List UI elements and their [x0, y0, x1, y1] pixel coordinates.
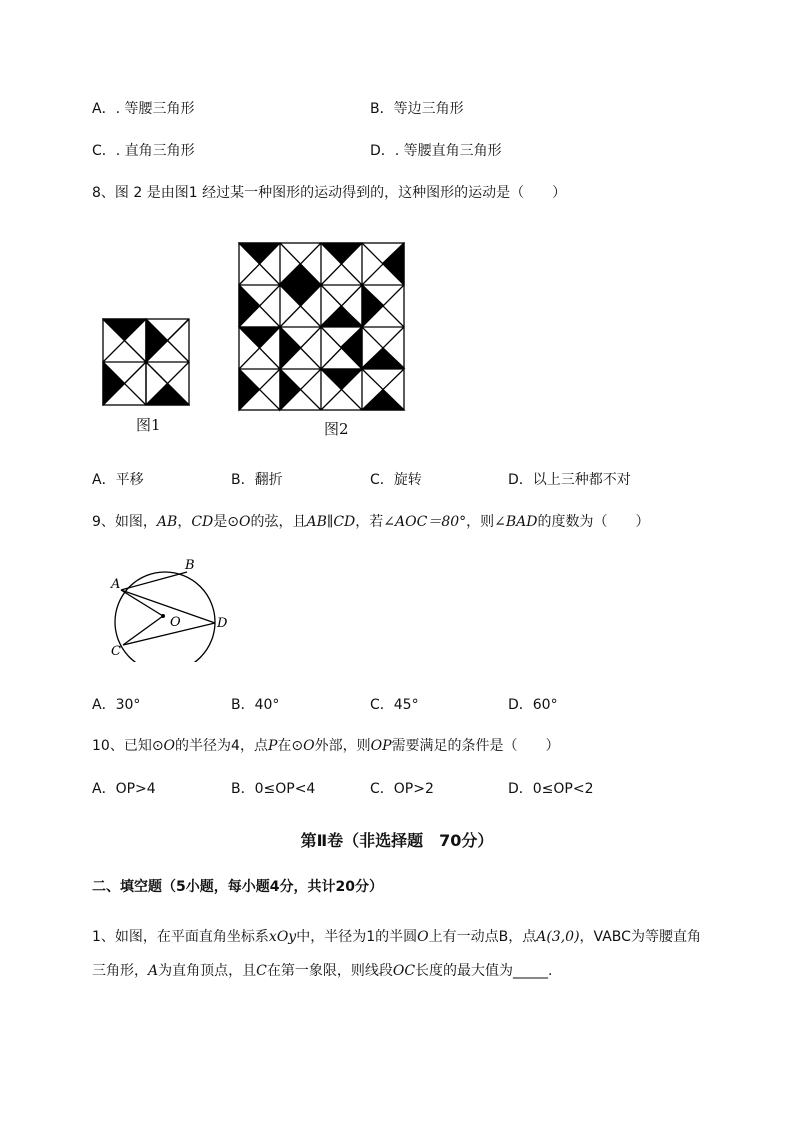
fig1-triangle: [103, 362, 124, 405]
fig2-triangle: [362, 348, 404, 368]
label-o: O: [170, 615, 181, 630]
q8-figure-2: [238, 242, 406, 412]
fig2-triangle: [239, 243, 279, 263]
fig2-triangle: [362, 390, 404, 410]
fig2-triangle: [341, 327, 362, 368]
q9-option-b: B．40°: [231, 697, 280, 713]
q10-stem: 10、已知⊙O的半径为4，点P在⊙O外部，则OP需要满足的条件是（ ）: [92, 738, 560, 754]
q8-fig1-caption: 图1: [136, 416, 161, 434]
chord-cd: [123, 623, 215, 645]
label-a: A: [111, 577, 121, 592]
fig2-triangle: [321, 243, 362, 263]
fig2-triangle: [239, 285, 259, 326]
q8-option-a: A．平移: [92, 472, 144, 488]
fig1-triangle: [103, 319, 145, 340]
circle-o: [115, 572, 215, 662]
fig1-triangle: [146, 384, 189, 405]
fill1-line-1: 1、如图，在平面直角坐标系xOy中，半径为1的半圆O上有一动点B，点A(3,0)，VABC为等腰直角: [92, 929, 701, 945]
fig1-triangle: [146, 319, 167, 362]
fill1-line-2: 三角形，A为直角顶点，且C在第一象限，则线段OC长度的最大值为_____.: [92, 963, 553, 979]
q10-option-c: C．OP>2: [370, 781, 434, 797]
center-point-o: [161, 614, 165, 618]
fig2-triangle: [280, 369, 300, 410]
q9-stem: 9、如图，AB，CD是⊙O的弦，且AB∥CD，若∠AOC＝80°，则∠BAD的度数为（ ）: [92, 514, 650, 530]
q8-option-d: D．以上三种都不对: [508, 472, 631, 488]
q7-option-a: A．. 等腰三角形: [92, 101, 195, 117]
fig2-triangle: [321, 369, 362, 389]
fig2-triangle: [280, 327, 300, 368]
q10-option-b: B．0≤OP<4: [231, 781, 316, 797]
q10-option-d: D．0≤OP<2: [508, 781, 594, 797]
label-d: D: [217, 616, 228, 631]
fig2-triangle: [280, 285, 320, 305]
chord-ab: [121, 572, 187, 590]
q7-option-d: D．. 等腰直角三角形: [370, 143, 502, 159]
q9-option-c: C．45°: [370, 697, 419, 713]
label-b: B: [185, 558, 195, 573]
section-title: 第Ⅱ卷（非选择题 70分）: [300, 831, 494, 850]
fig2-triangle: [280, 264, 320, 284]
q7-option-b: B．等边三角形: [370, 101, 464, 117]
q9-circle-diagram: [104, 552, 240, 662]
q9-option-d: D．60°: [508, 697, 558, 713]
q9-option-a: A．30°: [92, 697, 141, 713]
label-c: C: [111, 644, 121, 659]
q8-fig2-caption: 图2: [324, 420, 349, 438]
segment-ad: [121, 590, 215, 623]
fig2-triangle: [239, 369, 259, 410]
fig2-triangle: [239, 327, 279, 347]
fig2-triangle: [362, 285, 383, 326]
q8-figure-1: [102, 318, 190, 406]
fig2-triangle: [321, 306, 362, 326]
q10-option-a: A．OP>4: [92, 781, 156, 797]
q8-option-c: C．旋转: [370, 472, 422, 488]
q7-option-c: C．. 直角三角形: [92, 143, 195, 159]
q8-option-b: B．翻折: [231, 472, 283, 488]
fig2-triangle: [383, 243, 404, 284]
section-heading: 二、填空题（5小题，每小题4分，共计20分）: [92, 879, 383, 895]
q8-stem: 8、图 2 是由图1 经过某一种图形的运动得到的，这种图形的运动是（ ）: [92, 185, 567, 201]
